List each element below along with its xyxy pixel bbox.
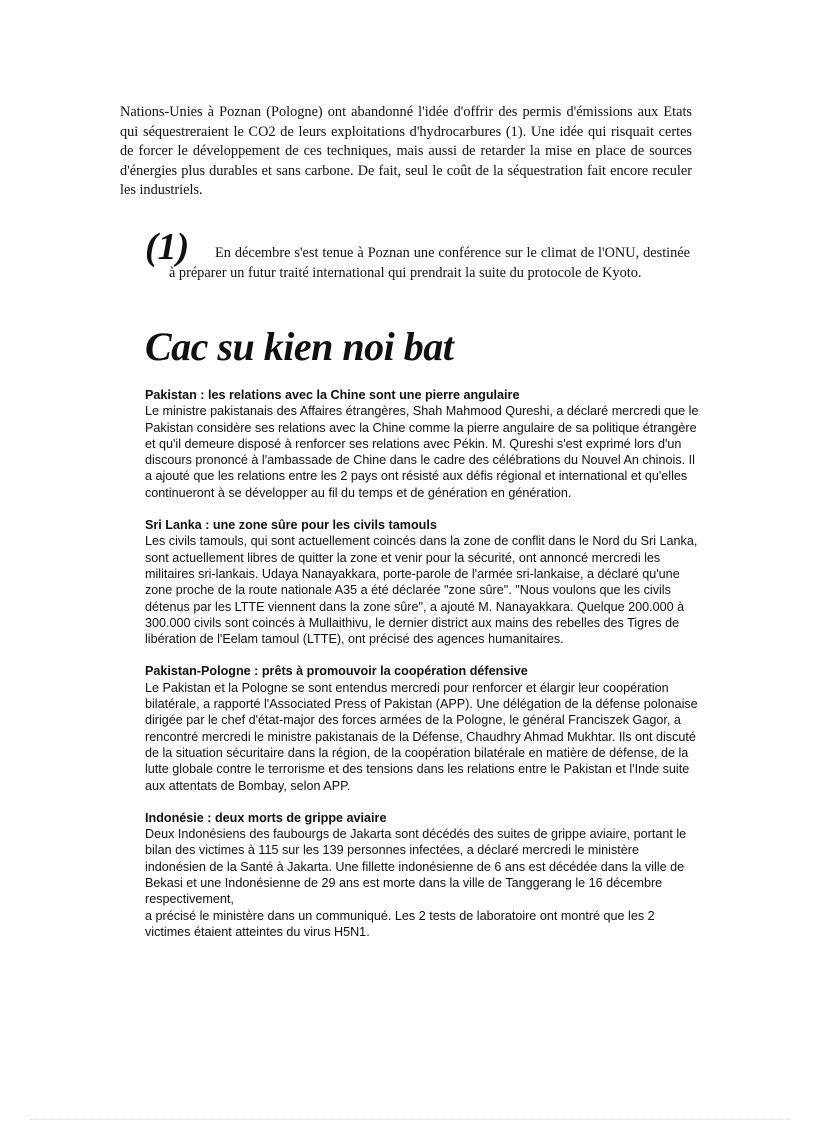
article-body: Les civils tamouls, qui sont actuellement coincés dans la zone de conflit dans le Nord du Sri Lanka, sont actuellement libres de quitter la zone et venir pour la sécurité, ont annoncé mercredi les militaires sri-lankais. Udaya Nanayakkara, porte-parole de l'armée sri-lankaise, a déclaré qu'une zone proche de la route nationale A35 a été déclarée "zone sûre". "Nous voulons que les civils détenus par les LTTE viennent dans la zone sûre", a ajouté M. Nanayakkara. Quelque 200.000 à 300.000 civils sont coincés à Mullaithivu, le dernier district aux mains des rebelles des Tigres de libération de l'Eelam tamoul (LTTE), ont précisé des agences humanitaires. bbox=[145, 534, 698, 647]
article-title: Pakistan : les relations avec la Chine sont une pierre angulaire bbox=[145, 388, 520, 402]
article-body: Le Pakistan et la Pologne se sont entendus mercredi pour renforcer et élargir leur coopération bilatérale, a rapporté l'Associated Press of Pakistan (APP). Une délégation de la défense polonaise dirigée par le chef d'état-major des forces armées de la Pologne, le général Franciszek Gagor, a rencontré mercredi le ministre pakistanais de la Défense, Chaudhry Ahmad Mukhtar. Ils ont discuté de la situation sécuritaire dans la région, de la coopération bilatérale en matière de défense, de la lutte globale contre le terrorisme et des tensions dans les relations entre le Pakistan et l'Inde suite aux attentats de Bombay, selon APP. bbox=[145, 680, 698, 793]
article-sri-lanka bbox=[145, 517, 700, 647]
footnote-marker: (1) bbox=[145, 226, 190, 268]
article-body-continued: a précisé le ministère dans un communiqué. Les 2 tests de laboratoire ont montré que les 2 victimes étaient atteintes du virus H5N1. bbox=[145, 908, 655, 939]
article-title: Indonésie : deux morts de grippe aviaire bbox=[145, 810, 387, 825]
article-pakistan-chine bbox=[145, 387, 700, 501]
section-title: Cac su kien noi bat bbox=[145, 324, 454, 369]
news-list bbox=[145, 387, 700, 956]
article-body: Le ministre pakistanais des Affaires étrangères, Shah Mahmood Qureshi, a déclaré mercredi que le Pakistan considère ses relations avec la Chine comme la pierre angulaire de sa politique étrangère et qu'il demeure disposé à renforcer ses relations avec Pékin. M. Qureshi s'est exprimé lors d'un discours prononcé à l'ambassade de Chine dans le cadre des célébrations du Nouvel An chinois. Il a ajouté que les relations entre les 2 pays ont résisté aux défis régional et international et qu'elles continueront à se développer au fil du temps et de génération en génération. bbox=[145, 404, 699, 500]
page-bottom-divider bbox=[30, 1119, 790, 1120]
article-indonesie bbox=[145, 810, 700, 940]
article-title: Pakistan-Pologne : prêts à promouvoir la coopération défensive bbox=[145, 664, 528, 679]
article-title: Sri Lanka : une zone sûre pour les civils tamouls bbox=[145, 518, 437, 533]
intro-paragraph: Nations-Unies à Poznan (Pologne) ont abandonné l'idée d'offrir des permis d'émissions aux Etats qui séquestreraient le CO2 de leurs exploitations d'hydrocarbures (1). Une idée qui risquait certes de forcer le développement de ces techniques, mais aussi de retarder la mise en place de sources d'énergies plus durables et sans carbone. De fait, seul le coût de la séquestration fait encore reculer les industriels. bbox=[120, 104, 692, 199]
footnote-text: En décembre s'est tenue à Poznan une conférence sur le climat de l'ONU, destinée à préparer un futur traité international qui prendrait la suite du protocole de Kyoto. bbox=[169, 245, 690, 281]
article-body: Deux Indonésiens des faubourgs de Jakarta sont décédés des suites de grippe aviaire, portant le bilan des victimes à 115 sur les 139 personnes infectées, a déclaré mercredi le ministère indonésien de la Santé à Jakarta. Une fillette indonésienne de 6 ans est décédée dans la ville de Bekasi et une Indonésienne de 29 ans est morte dans la ville de Tanggerang le 16 décembre respectivement, bbox=[145, 827, 687, 907]
footnote bbox=[145, 228, 690, 283]
article-pakistan-pologne bbox=[145, 663, 700, 793]
